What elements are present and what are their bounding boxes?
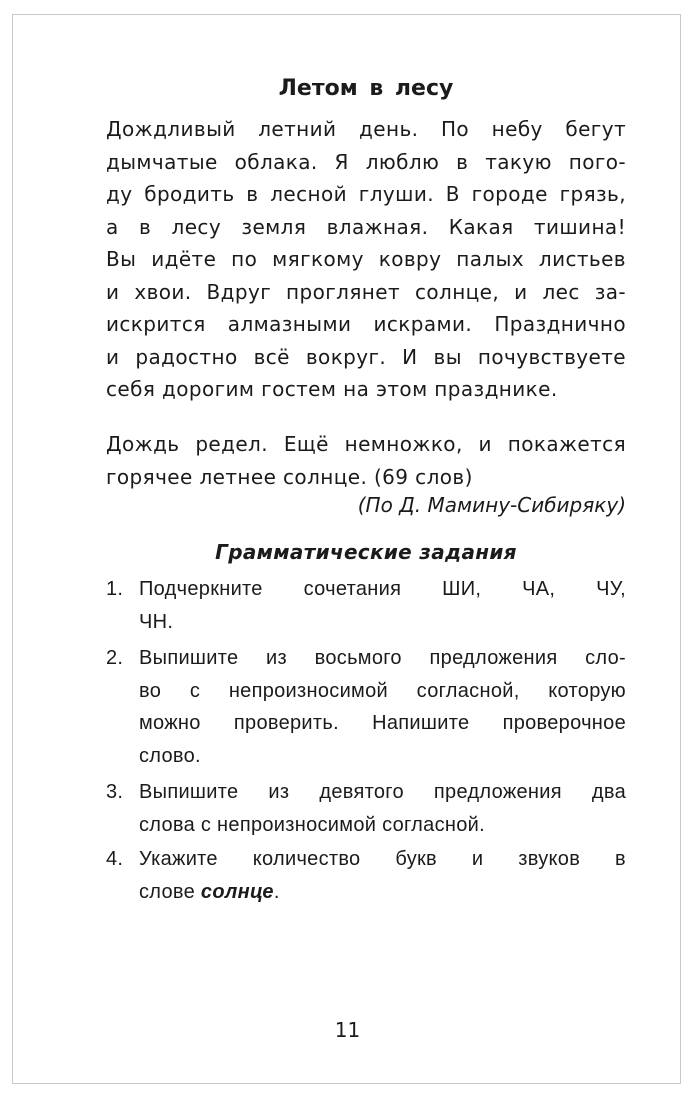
task-number: 2. [106,647,124,669]
text-line: горячее летнее солнце. (69 слов) [106,464,473,489]
text-line: искрится алмазными искрами. Празднично [106,312,626,336]
text-line: а в лесу земля влажная. Какая тишина! [106,214,626,239]
text-line: Дождь редел. Ещё немножко, и покажется [106,432,626,456]
emphasized-word: солнце [200,880,274,903]
paragraph-1 [106,113,626,406]
task-number: 4. [106,848,124,870]
text-line: дымчатые облака. Я люблю в такую пого- [106,149,626,174]
task-line-suffix: . [273,880,280,903]
task-number: 3. [106,781,124,803]
text-line: и радостно всё вокруг. И вы почувствуете [106,344,626,369]
page-number: 11 [334,1018,361,1042]
text-line: себя дорогим гостем на этом празднике. [106,377,558,401]
paragraph-2 [106,428,626,493]
task-line: Подчеркните сочетания ШИ, ЧА, ЧУ, [139,578,626,600]
task-line: Укажите количество букв и звуков в [139,848,626,870]
task-line: можно проверить. Напишите проверочное [139,712,626,734]
attribution: (По Д. Мамину-Сибиряку) [357,493,626,517]
task-line: слова с непроизносимой согласной. [139,813,485,836]
tasks-heading: Грамматические задания [215,540,517,564]
text-title: Летом в лесу [278,76,454,101]
task-line: ЧН. [139,610,174,633]
text-line: Дождливый летний день. По небу бегут [106,117,626,141]
task-line-prefix: слове [139,880,201,903]
task-line: слово. [139,744,201,767]
task-number: 1. [106,578,124,600]
task-line: Выпишите из восьмого предложения сло- [139,647,626,669]
text-line: Вы идёте по мягкому ковру палых листьев [106,247,626,271]
task-line-final [139,876,626,909]
text-line: и хвои. Вдруг проглянет солнце, и лес за- [106,279,626,304]
task-line: во с непроизносимой согласной, которую [139,679,626,702]
task-line: Выпишите из девятого предложения два [139,781,626,803]
text-line: ду бродить в лесной глуши. В городе грязь, [106,182,626,206]
